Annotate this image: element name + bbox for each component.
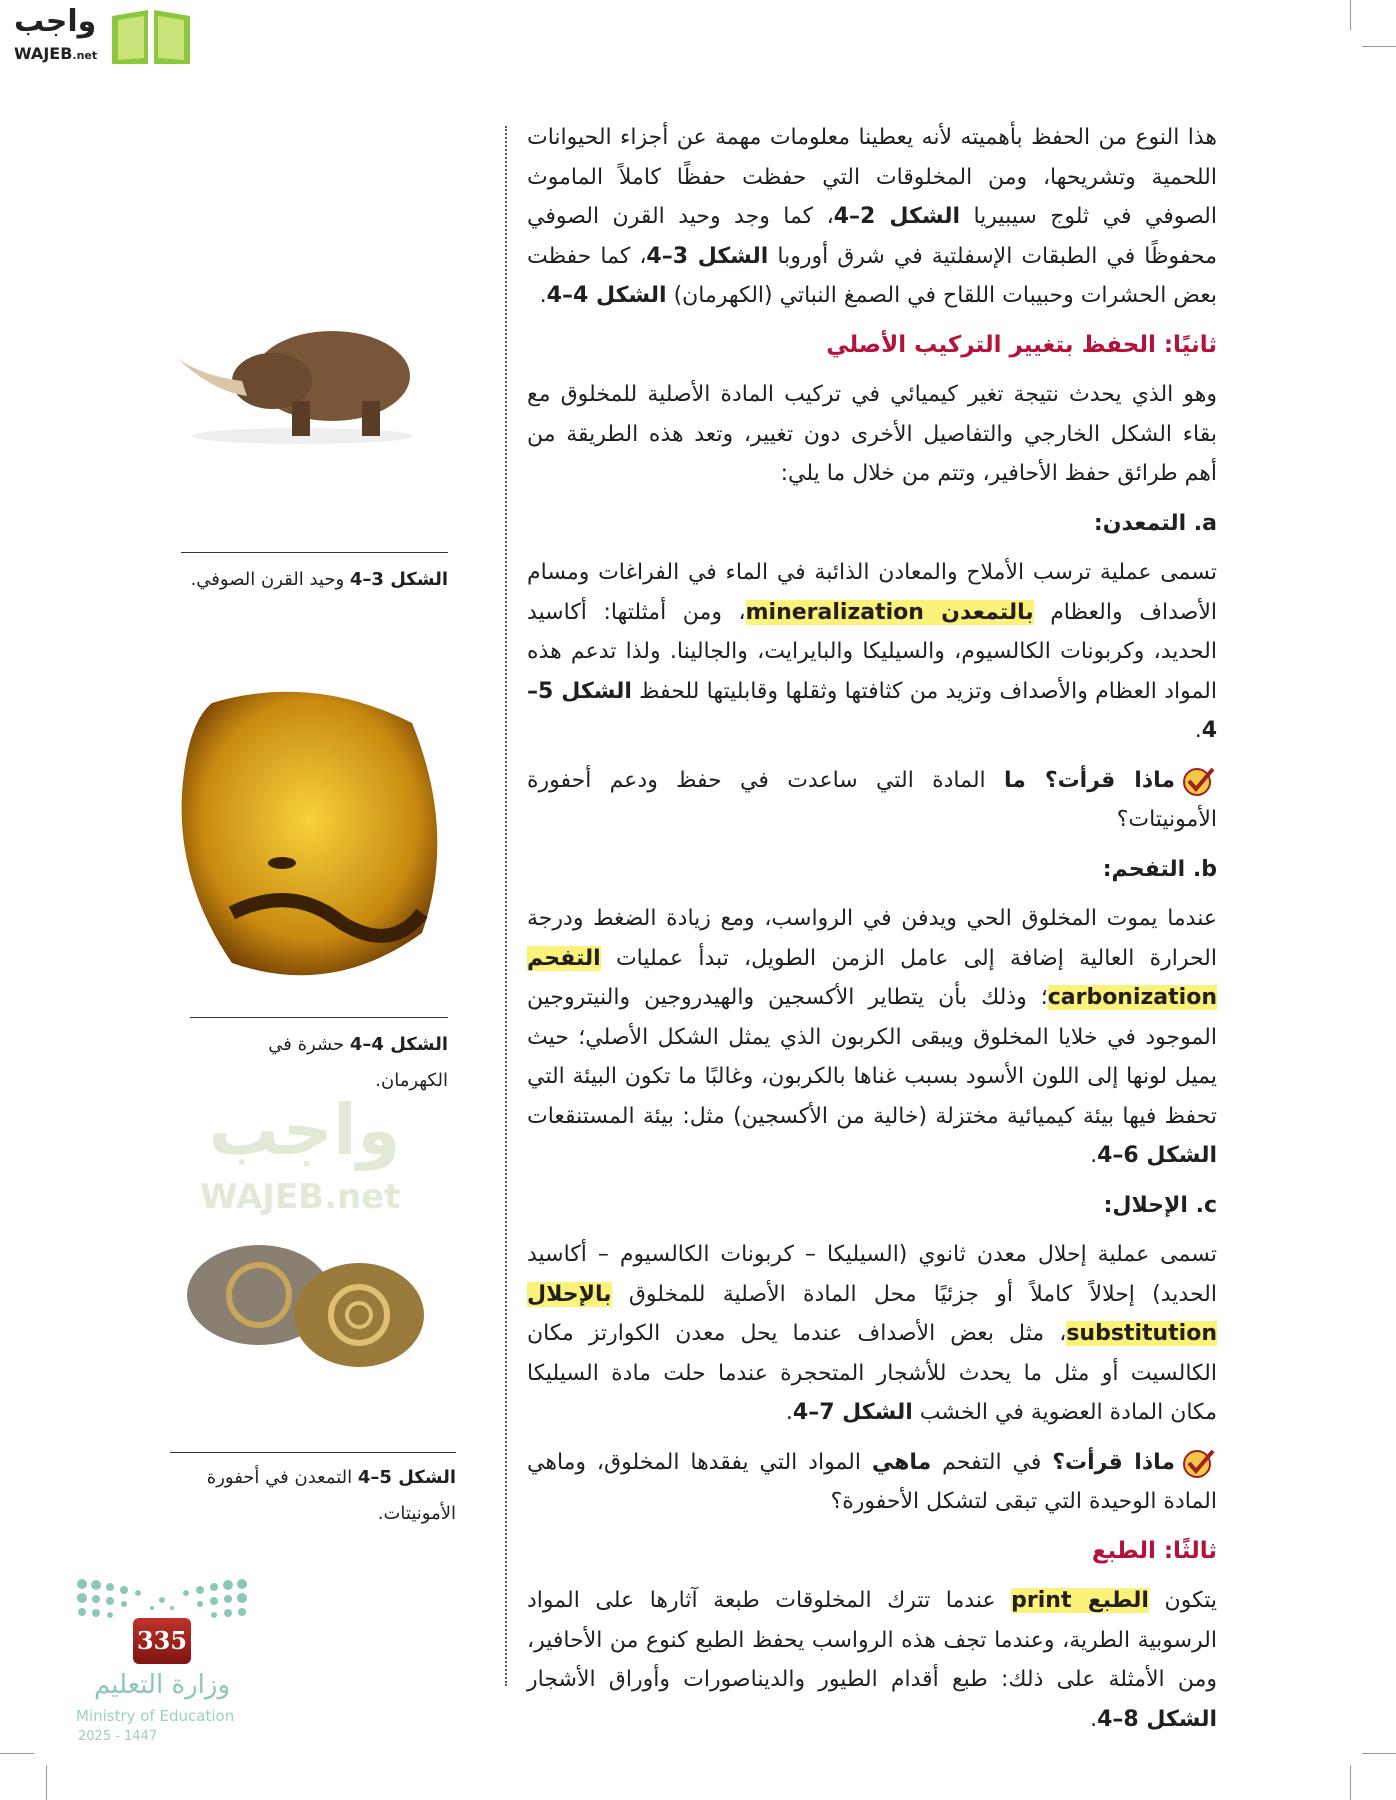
text-segment: تسمى عملية ترسب الأملاح والمعادن الذائبة في الماء في الفراغات ومسام الأصداف والعظام (527, 560, 1218, 625)
page-number-badge: 335 (133, 1618, 191, 1664)
bold-text: الشكل 4–4 (349, 1034, 448, 1055)
heading-third: ثالثًا: الطبع (1091, 1537, 1217, 1564)
ministry-year: 2025 - 1447 (78, 1729, 158, 1744)
crop-mark (1350, 1765, 1351, 1800)
caption-rule (170, 1452, 456, 1453)
watermark-latin: WAJEB.net (200, 1177, 401, 1217)
text-segment: عندما تترك المخلوقات طبعة آثارها على المواد الرسوبية الطرية، وعندما تجف هذه الرواسب يحفظ الطبع كنوع من الأحافير، ومن الأمثلة على ذلك: طبع أقدام الطيور والديناصورات وأوراق الأشجار (527, 1588, 1217, 1692)
text-segment: . (1090, 1706, 1098, 1732)
bold-text: الشكل 5–4 (357, 1467, 456, 1488)
paragraph-carbonization (527, 899, 1217, 1176)
text-segment: تسمى عملية إحلال معدن ثانوي (السيليكا – كربونات الكالسيوم – أكاسيد الحديد) إحلالاً كاملاً أو جزئيًا محل المادة الأصلية للمخلوق (527, 1242, 1217, 1307)
highlighted-term: بالتمعدن mineralization (745, 599, 1034, 625)
subheading-substitution: c. الإحلال: (1103, 1192, 1217, 1218)
logo-suffix: .net (72, 49, 98, 62)
text-segment: ، مثل بعض الأصداف عندما يحل معدن الكوارتز مكان الكالسيت أو مثل ما يحدث للأشجار المتحجرة عندما حلت مادة السيليكا مكان المادة العضوية في الخشب (527, 1321, 1217, 1425)
paragraph-mineralization (527, 553, 1217, 751)
bold-text: الشكل 5–4 (527, 678, 1217, 743)
paragraph-intro (527, 118, 1217, 316)
text-segment: وهو الذي يحدث نتيجة تغير كيميائي في تركيب المادة الأصلية للمخلوق مع بقاء الشكل الخارجي والتفاصيل الأخرى دون تغيير، وتعد هذه الطريقة من أهم طرائق حفظ الأحافير، وتتم من خلال ما يلي: (527, 382, 1217, 486)
paragraph-substitution (527, 1235, 1217, 1433)
highlighted-term: الطبع print (1011, 1588, 1149, 1613)
paragraph-composition (527, 375, 1217, 494)
crop-mark (1362, 46, 1396, 47)
bold-text: الشكل 3–4 (646, 243, 769, 269)
text-segment: . (785, 1400, 793, 1425)
column-divider (505, 126, 507, 1686)
ministry-english: Ministry of Education (76, 1707, 235, 1725)
text-segment: المادة التي ساعدت في حفظ ودعم أحفورة الأمونيتات؟ (527, 767, 1217, 832)
text-segment: يتكون (1148, 1588, 1217, 1613)
logo-latin (14, 44, 97, 63)
ministry-dots-icon (76, 1578, 248, 1620)
text-segment: ؛ وذلك بأن يتطاير الأكسجين والهيدروجين والنيتروجين الموجود في خلايا المخلوق ويبقى الكربون الذي يمثل الشكل الأصلي؛ حيث يميل لونها إلى اللون الأسود بسبب غناها بالكربون، وغالبًا ما تكون البيئة التي تحفظ فيها بيئة كيميائية مختزلة (خالية من الأكسجين) مثل: بيئة المستنقعات (527, 985, 1217, 1129)
crop-mark (0, 1753, 34, 1754)
heading-second: ثانيًا: الحفظ بتغيير التركيب الأصلي (826, 331, 1217, 358)
highlighted-term: التفحم carbonization (527, 945, 1217, 1010)
text-segment: وحيد القرن الصوفي. (190, 569, 350, 590)
crop-mark (1362, 1753, 1396, 1754)
caption-rule (181, 552, 448, 553)
bold-text: ماذا قرأت؟ ما (1003, 767, 1175, 793)
book-icon (108, 4, 194, 66)
caption-fig-5 (170, 1460, 456, 1532)
text-segment: . (1194, 718, 1202, 743)
text-segment: . (1090, 1143, 1098, 1168)
watermark (200, 1085, 401, 1219)
bold-text: الشكل 3–4 (349, 569, 448, 590)
bold-text: الشكل 2–4 (833, 204, 961, 229)
text-segment: ، كما وجد وحيد القرن الصوفي محفوظًا في الطبقات الإسفلتية في شرق أوروبا (527, 204, 1217, 269)
woolly-rhino-image (172, 296, 428, 446)
bold-text: ماذا قرأت؟ (1052, 1449, 1176, 1475)
paragraph-print (527, 1581, 1217, 1739)
bold-text: الشكل 6–4 (1097, 1143, 1217, 1168)
subheading-carbonization: b. التفحم: (1102, 856, 1217, 882)
question-2 (527, 1443, 1217, 1522)
caption-fig-3 (181, 562, 448, 598)
main-text-column (527, 118, 1217, 1749)
text-segment: ، كما حفظت بعض الحشرات وحبيبات اللقاح في الصمغ النباتي (الكهرمان) (527, 243, 1217, 308)
text-segment: ، ومن أمثلتها: أكاسيد الحديد، وكربونات الكالسيوم، والسيليكا والبايرايت، والجالينا. ولذا تدعم هذه المواد العظام والأصداف وتزيد من كثافتها وثقلها وقابليتها للحفظ (527, 599, 1218, 704)
ministry-arabic: وزارة التعليم (93, 1670, 231, 1700)
logo-latin-text: WAJEB (14, 44, 73, 63)
bold-text: الشكل 7–4 (792, 1400, 913, 1425)
caption-fig-4 (190, 1027, 448, 1099)
bold-text: الشكل 8–4 (1097, 1706, 1217, 1732)
bold-text: الشكل 4–4 (546, 283, 667, 308)
amber-insect-image (172, 683, 444, 988)
checkmark-icon (1181, 1448, 1217, 1478)
text-segment: هذا النوع من الحفظ بأهميته لأنه يعطينا معلومات مهمة عن أجزاء الحيوانات اللحمية وتشريحها، ومن المخلوقات التي حفظت حفظًا كاملاً الماموث الصوفي في ثلوج سيبيريا (527, 125, 1218, 229)
caption-rule (190, 1017, 448, 1018)
ammonite-fossil-image (184, 1240, 429, 1368)
text-segment: عندما يموت المخلوق الحي ويدفن في الرواسب، ومع زيادة الضغط ودرجة الحرارة العالية إضافة إلى عامل الزمن الطويل، تبدأ عمليات (527, 906, 1217, 971)
wajeb-logo[interactable] (8, 4, 188, 66)
text-segment: التمعدن في أحفورة الأمونيتات. (206, 1467, 456, 1524)
text-segment: في التفحم (931, 1449, 1053, 1475)
question-1 (527, 761, 1217, 840)
highlighted-term: بالإحلال substitution (527, 1281, 1217, 1346)
ministry-logo (76, 1578, 248, 1754)
logo-arabic: واجب (14, 4, 97, 39)
bold-text: ماهي (871, 1449, 932, 1475)
checkmark-icon (1181, 766, 1217, 796)
crop-mark (1350, 0, 1351, 30)
watermark-arabic: واجب (208, 1089, 401, 1171)
subheading-mineralization: a. التمعدن: (1093, 510, 1217, 536)
text-segment: حشرة في الكهرمان. (268, 1034, 448, 1091)
text-segment: . (539, 283, 547, 308)
text-segment: المواد التي يفقدها المخلوق، وماهي المادة الوحيدة التي تبقى لتشكل الأحفورة؟ (527, 1449, 1217, 1514)
crop-mark (46, 1765, 47, 1800)
